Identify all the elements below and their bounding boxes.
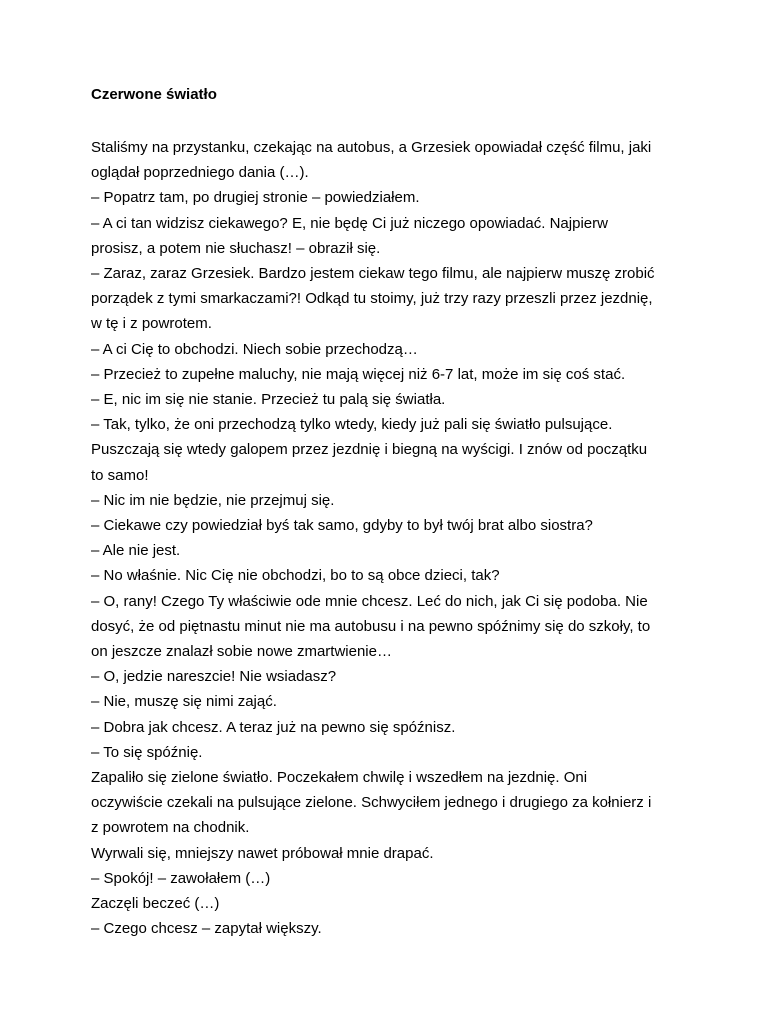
document-body [91, 85, 681, 942]
text-line: Puszczają się wtedy galopem przez jezdnię i biegną na wyścigi. I znów od początku [91, 441, 648, 459]
text-line: – Popatrz tam, po drugiej stronie – powiedziałem. [91, 189, 420, 207]
title-spacer [91, 105, 681, 135]
text-line: – No właśnie. Nic Cię nie obchodzi, bo to są obce dzieci, tak? [91, 567, 500, 585]
text-line: w tę i z powrotem. [91, 315, 212, 333]
text-line: – Nic im nie będzie, nie przejmuj się. [91, 491, 335, 509]
text-line: dosyć, że od piętnastu minut nie ma autobusu i na pewno spóźnimy się do szkoły, to [91, 617, 651, 635]
text-line: z powrotem na chodnik. [91, 819, 250, 837]
document-title: Czerwone światło [91, 86, 217, 103]
text-line: – Spokój! – zawołałem (…) [91, 869, 271, 887]
text-line: – Przecież to zupełne maluchy, nie mają więcej niż 6-7 lat, może im się coś stać. [91, 365, 626, 383]
text-line: – Dobra jak chcesz. A teraz już na pewno się spóźnisz. [91, 718, 456, 736]
text-line: – A ci tan widzisz ciekawego? E, nie będę Ci już niczego opowiadać. Najpierw [91, 214, 608, 232]
text-line: to samo! [91, 466, 149, 484]
text-line: prosisz, a potem nie słuchasz! – obraził się. [91, 239, 381, 257]
text-line: – A ci Cię to obchodzi. Niech sobie przechodzą… [91, 340, 418, 358]
text-line: – O, jedzie nareszcie! Nie wsiadasz? [91, 668, 337, 686]
text-line: – Zaraz, zaraz Grzesiek. Bardzo jestem ciekaw tego filmu, ale najpierw muszę zrobić [91, 265, 655, 283]
text-line: – Ale nie jest. [91, 542, 181, 560]
text-line: porządek z tymi smarkaczami?! Odkąd tu stoimy, już trzy razy przeszli przez jezdnię, [91, 290, 653, 308]
text-line: – E, nic im się nie stanie. Przecież tu palą się światła. [91, 391, 446, 409]
text-line: – O, rany! Czego Ty właściwie ode mnie chcesz. Leć do nich, jak Ci się podoba. Nie [91, 592, 648, 610]
text-line: – Ciekawe czy powiedział byś tak samo, gdyby to był twój brat albo siostra? [91, 517, 593, 535]
text-line: – Czego chcesz – zapytał większy. [91, 920, 322, 938]
text-line: – To się spóźnię. [91, 743, 203, 761]
text-line: Zapaliło się zielone światło. Poczekałem chwilę i wszedłem na jezdnię. Oni [91, 769, 588, 787]
text-line: Staliśmy na przystanku, czekając na autobus, a Grzesiek opowiadał część filmu, jaki [91, 139, 652, 156]
text-line: oczywiście czekali na pulsujące zielone. Schwyciłem jednego i drugiego za kołnierz i [91, 794, 652, 812]
text-line: – Tak, tylko, że oni przechodzą tylko wtedy, kiedy już pali się światło pulsujące. [91, 416, 613, 434]
text-line: – Nie, muszę się nimi zająć. [91, 693, 277, 711]
text-line: on jeszcze znalazł sobie nowe zmartwienie… [91, 643, 392, 661]
text-line: oglądał poprzedniego dania (…). [91, 164, 309, 182]
text-line: Wyrwali się, mniejszy nawet próbował mnie drapać. [91, 844, 434, 862]
text-line: Zaczęli beczeć (…) [91, 895, 220, 913]
